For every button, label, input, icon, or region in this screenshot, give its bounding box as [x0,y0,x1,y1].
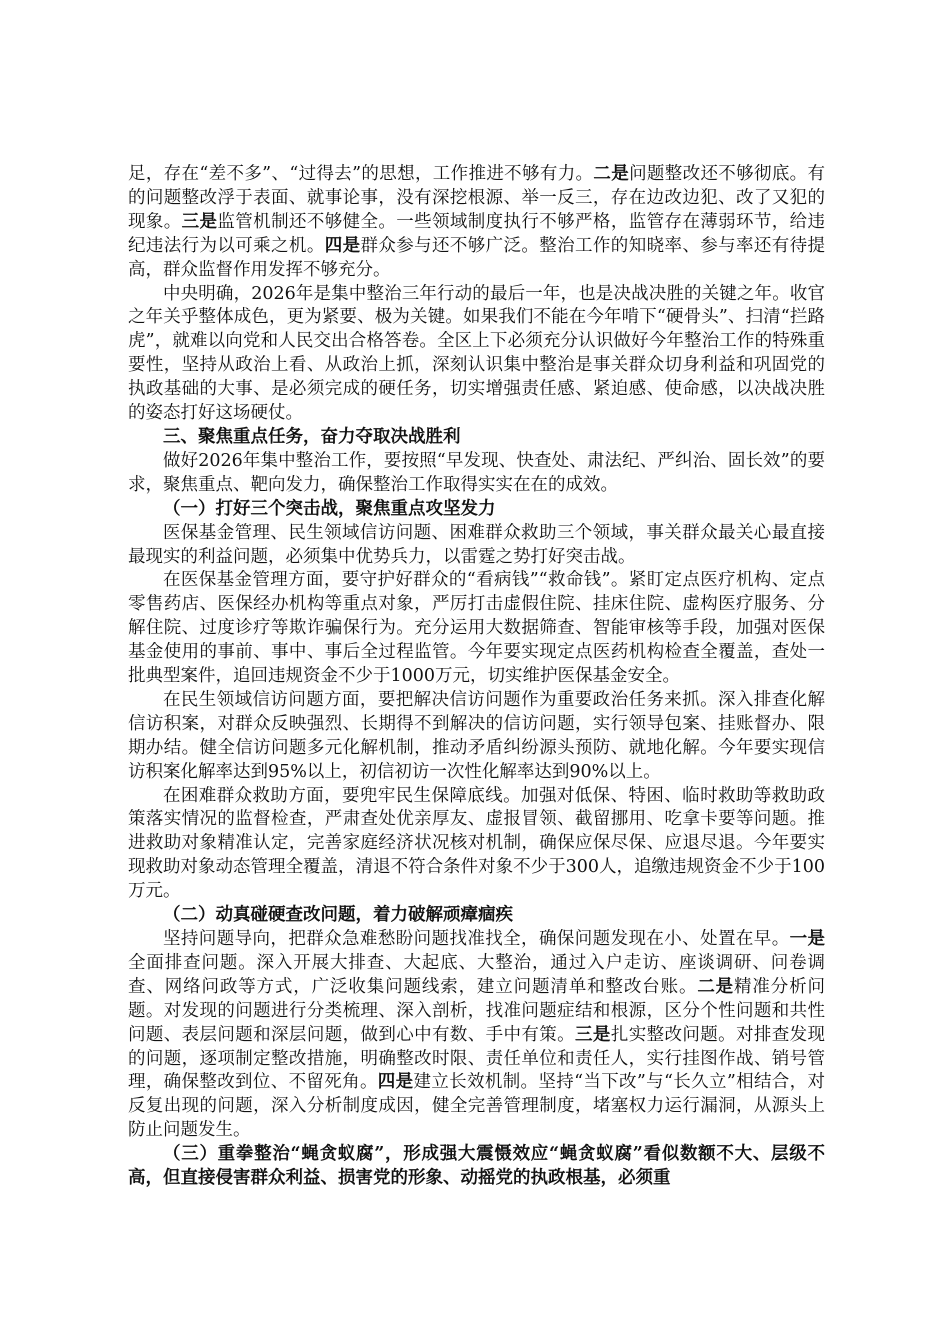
document-body [128,163,825,1191]
paragraph-text: 全面排查问题。深入开展大排查、大起底、大整治，通过入户走访、座谈调研、问卷调查、网络问政等方式，广泛收集问题线索，建立问题清单和整改台账。 [128,952,825,997]
paragraph-section-intro: 做好2026年集中整治工作，要按照“早发现、快查处、肃法纪、严纠治、固长效”的要求，聚焦重点、靶向发力，确保整治工作取得实实在在的成效。 [128,450,825,495]
paragraph-three-fields: 医保基金管理、民生领域信访问题、困难群众救助三个领域，事关群众最关心最直接最现实的利益问题，必须集中优势兵力，以雷霆之势打好突击战。 [128,522,825,567]
paragraph-text: 坚持问题导向，把群众急难愁盼问题找准找全，确保问题发现在小、处置在早。 [163,929,790,949]
paragraph-assistance: 在困难群众救助方面，要兜牢民生保障底线。加强对低保、特困、临时救助等救助政策落实情况的监督检查，严肃查处优亲厚友、虚报冒领、截留挪用、吃拿卡要等问题。推进救助对象精准认定，完善家庭经济状况核对机制，确保应保尽保、应退尽退。今年要实现救助对象动态管理全覆盖，清退不符合条件对象不少于300人，追缴违规资金不少于100万元。 [128,785,825,902]
subheading-one: （一）打好三个突击战，聚焦重点攻坚发力 [163,498,496,519]
paragraph-text: 精准分析问题。对发现的问题进行分类梳理、深入剖析，找准问题症结和根源，区分个性问题和共性问题、表层问题和深层问题，做到心中有数、手中有策。 [128,976,826,1045]
paragraph-text: 扎实整改问题。对排查发现的问题，逐项制定整改措施，明确整改时限、责任单位和责任人，实行挂图作战、销号管理，确保整改到位、不留死角。 [128,1024,826,1093]
keyword-second: 二是 [697,976,735,997]
keyword-first: 一是 [789,929,826,949]
paragraph-problem-orientation [128,928,825,1143]
paragraph-text: 群众参与还不够广泛。整治工作的知晓率、参与率还有待提高，群众监督作用发挥不够充分。 [128,235,826,280]
paragraph-central-requirement: 中央明确，2026年是集中整治三年行动的最后一年，也是决战决胜的关键之年。收官之年关乎整体成色，更为紧要、极为关键。如果我们不能在今年啃下“硬骨头”、扫清“拦路虎”，就难以向党和人民交出合格答卷。全区上下必须充分认识做好今年整治工作的特殊重要性，坚持从政治上看、从政治上抓，深刻认识集中整治是事关群众切身利益和巩固党的执政基础的大事、是必须完成的硬任务，切实增强责任感、紧迫感、使命感，以决战决胜的姿态打好这场硬仗。 [128,283,825,424]
keyword-third: 三是 [575,1024,611,1045]
paragraph-text: 建立长效机制。坚持“当下改”与“长久立”相结合，对反复出现的问题，深入分析制度成因，健全完善管理制度，堵塞权力运行漏洞，从源头上防止问题发生。 [128,1072,825,1141]
section-heading-three: 三、聚焦重点任务，奋力夺取决战胜利 [163,426,461,447]
keyword-fourth: 四是 [324,235,361,256]
subheading-three-paragraph: （三）重拳整治“蝇贪蚁腐”，形成强大震慑效应“蝇贪蚁腐”看似数额不大、层级不高，但直接侵害群众利益、损害党的形象、动摇党的执政根基，必须重 [128,1144,825,1189]
subheading-two: （二）动真碰硬查改问题，着力破解顽瘴痼疾 [163,905,513,926]
paragraph-text: 足，存在“差不多”、“过得去”的思想，工作推进不够有力。 [128,164,594,184]
paragraph-text: 监管机制还不够健全。一些领域制度执行不够严格，监管存在薄弱环节，给违纪违法行为以可乘之机。 [128,211,826,256]
paragraph-medical-insurance: 在医保基金管理方面，要守护好群众的“看病钱”“救命钱”。紧盯定点医疗机构、定点零售药店、医保经办机构等重点对象，严厉打击虚假住院、挂床住院、虚构医疗服务、分解住院、过度诊疗等欺诈骗保行为。充分运用大数据筛查、智能审核等手段，加强对医保基金使用的事前、事中、事后全过程监管。今年要实现定点医药机构检查全覆盖，查处一批典型案件，追回违规资金不少于1000万元，切实维护医保基金安全。 [128,570,825,687]
paragraph-petitions: 在民生领域信访问题方面，要把解决信访问题作为重要政治任务来抓。深入排查化解信访积案，对群众反映强烈、长期得不到解决的信访问题，实行领导包案、挂账督办、限期办结。健全信访问题多元化解机制，推动矛盾纠纷源头预防、就地化解。今年要实现信访积案化解率达到95%以上，初信初访一次性化解率达到90%以上。 [128,689,825,782]
paragraph-text: 问题整改还不够彻底。有的问题整改浮于表面、就事论事，没有深挖根源、举一反三，存在边改边犯、改了又犯的现象。 [128,164,826,232]
keyword-fourth: 四是 [377,1072,414,1093]
keyword-second: 二是 [593,164,630,184]
paragraph-problems-list [128,163,825,283]
keyword-third: 三是 [181,211,218,232]
